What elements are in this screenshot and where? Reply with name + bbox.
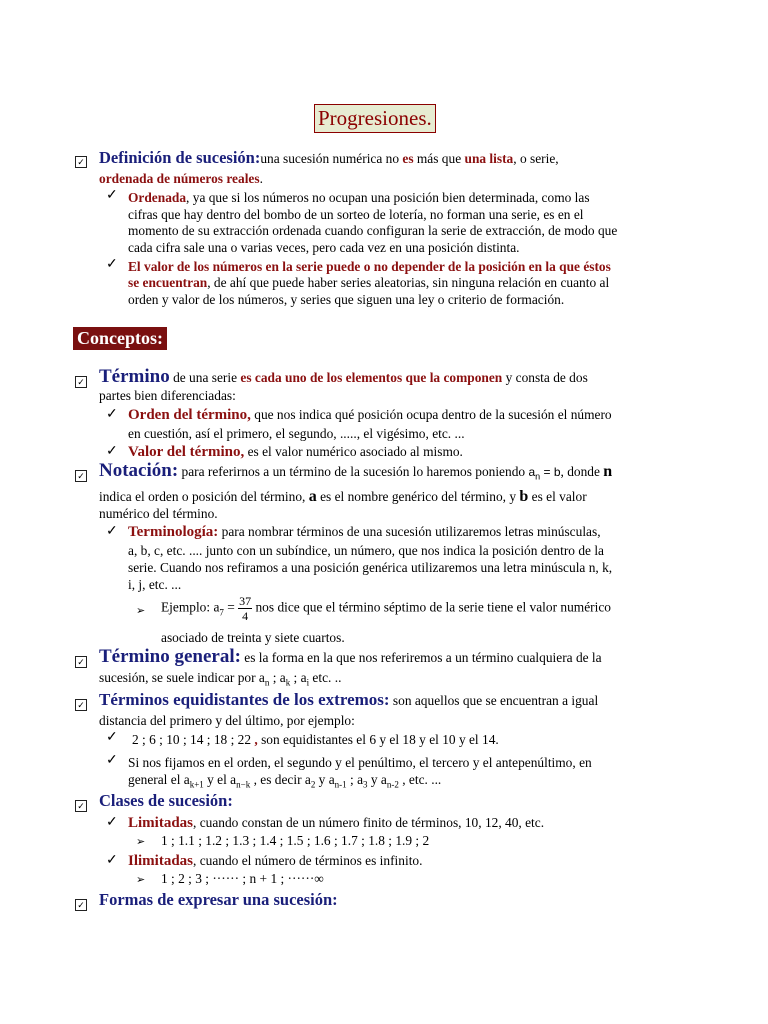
valor-line-3: orden y valor de los números, y series que siguen una ley o criterio de formación.	[128, 292, 565, 307]
general-line-2: sucesión, se suele indicar por $a_n$ ; $a_k$ ; $a_i$ etc. ..	[99, 670, 342, 688]
checkbox-icon: ✓	[75, 800, 87, 812]
termino-line-2: partes bien diferenciadas:	[99, 388, 236, 403]
check-icon: ✓	[106, 407, 118, 422]
orden-line-1: Orden del término, que nos indica qué posición ocupa dentro de la sucesión el número	[128, 407, 612, 423]
notacion-heading: Notación:	[99, 460, 179, 481]
def-line-1: Definición de sucesión:una sucesión numérica no es más que una lista, o serie,	[99, 148, 559, 167]
def-heading: Definición de sucesión:	[99, 148, 261, 167]
notacion-line-2: indica el orden o posición del término, a es el nombre genérico del término, y b es el valor	[99, 488, 587, 505]
ilimitadas-line: Ilimitadas, cuando el número de términos es infinito.	[128, 853, 423, 869]
valor-term-line: Valor del término, es el valor numérico asociado al mismo.	[128, 444, 463, 460]
checkbox-icon: ✓	[75, 699, 87, 711]
checkbox-icon: ✓	[75, 899, 87, 911]
ejemplo-line-2: asociado de treinta y siete cuartos.	[161, 630, 345, 645]
notacion-line-3: numérico del término.	[99, 506, 218, 521]
termino-line-1: Término de una serie es cada uno de los elementos que la componen y consta de dos	[99, 366, 588, 387]
orden-line-2: en cuestión, así el primero, el segundo, ....., el vigésimo, etc. ...	[128, 426, 465, 441]
valor-line-2: se encuentran, de ahí que puede haber series aleatorias, sin ninguna relación en cuanto al	[128, 275, 610, 290]
ejemplo-line-1: Ejemplo: $a_7$ = $\frac{37}{4}$ nos dice que el término séptimo de la serie tiene el valor numérico	[161, 594, 611, 623]
clases-heading: Clases de sucesión:	[99, 791, 233, 810]
termino-heading: Término	[99, 366, 170, 387]
ordenada-line-3: momento de su extracción ordenada cuando configuran la serie de extracción, de modo que	[128, 223, 618, 238]
notacion-line-1: Notación: para referirnos a un término de la sucesión lo haremos poniendo $a_n = b$, donde n	[99, 460, 613, 482]
check-icon: ✓	[106, 188, 118, 203]
equi-line-1: Términos equidistantes de los extremos: son aquellos que se encuentran a igual	[99, 690, 599, 709]
terminologia-line-4: i, j, etc. ...	[128, 577, 182, 592]
check-icon: ✓	[106, 815, 118, 830]
valor-line-1: El valor de los números en la serie puede o no depender de la posición en la que éstos	[128, 259, 611, 274]
def-line-2: ordenada de números reales.	[99, 171, 263, 186]
ilimitadas-example: 1 ; 2 ; 3 ; ······ ; n + 1 ; ······∞	[161, 871, 324, 886]
terminologia-line-1: Terminología: para nombrar términos de una sucesión utilizaremos letras minúsculas,	[128, 524, 601, 540]
general-heading: Término general:	[99, 646, 241, 667]
equi-heading: Términos equidistantes de los extremos:	[99, 690, 390, 709]
checkbox-icon: ✓	[75, 156, 87, 168]
page-title: Progresiones.	[314, 104, 436, 133]
formas-heading: Formas de expresar una sucesión:	[99, 890, 338, 909]
equi-order-line-2: general el $a_{k+1}$ y el $a_{n-k}$ , es decir $a_2$ y $a_{n-1}$ ; $a_3$ y $a_{n-2}$ , etc. ...	[128, 772, 442, 790]
ordenada-line-2: cifras que hay dentro del bombo de un sorteo de lotería, no forman una serie, es en el	[128, 207, 584, 222]
equi-order-line-1: Si nos fijamos en el orden, el segundo y el penúltimo, el tercero y el antepenúltimo, en	[128, 755, 592, 770]
arrow-icon: ➢	[136, 836, 146, 848]
check-icon: ✓	[106, 853, 118, 868]
check-icon: ✓	[106, 257, 118, 272]
check-icon: ✓	[106, 524, 118, 539]
ordenada-line-4: cada cifra sale una o varias veces, pero cada vez en una posición distinta.	[128, 240, 520, 255]
equi-line-2: distancia del primero y del último, por ejemplo:	[99, 713, 355, 728]
arrow-icon: ➢	[136, 874, 146, 886]
equi-example: 2 ; 6 ; 10 ; 14 ; 18 ; 22 , son equidistantes el 6 y el 18 y el 10 y el 14.	[132, 732, 499, 747]
check-icon: ✓	[106, 753, 118, 768]
checkbox-icon: ✓	[75, 470, 87, 482]
check-icon: ✓	[106, 730, 118, 745]
fraction: $\frac{37}{4}$	[239, 594, 252, 623]
general-line-1: Término general: es la forma en la que nos referiremos a un término cualquiera de la	[99, 646, 602, 667]
checkbox-icon: ✓	[75, 656, 87, 668]
terminologia-line-3: serie. Cuando nos refiramos a una posición genérica utilizaremos una letra minúscula n, k,	[128, 560, 613, 575]
check-icon: ✓	[106, 444, 118, 459]
ordenada-line-1: Ordenada, ya que si los números no ocupan una posición bien determinada, como las	[128, 190, 590, 205]
checkbox-icon: ✓	[75, 376, 87, 388]
terminologia-line-2: a, b, c, etc. .... junto con un subíndice, un número, que nos indica la posición dentro de la	[128, 543, 604, 558]
limitadas-line: Limitadas, cuando constan de un número finito de términos, 10, 12, 40, etc.	[128, 815, 545, 831]
arrow-icon: ➢	[136, 605, 146, 617]
limitadas-example: 1 ; 1.1 ; 1.2 ; 1.3 ; 1.4 ; 1.5 ; 1.6 ; 1.7 ; 1.8 ; 1.9 ; 2	[161, 833, 430, 848]
conceptos-heading: Conceptos:	[73, 327, 167, 350]
